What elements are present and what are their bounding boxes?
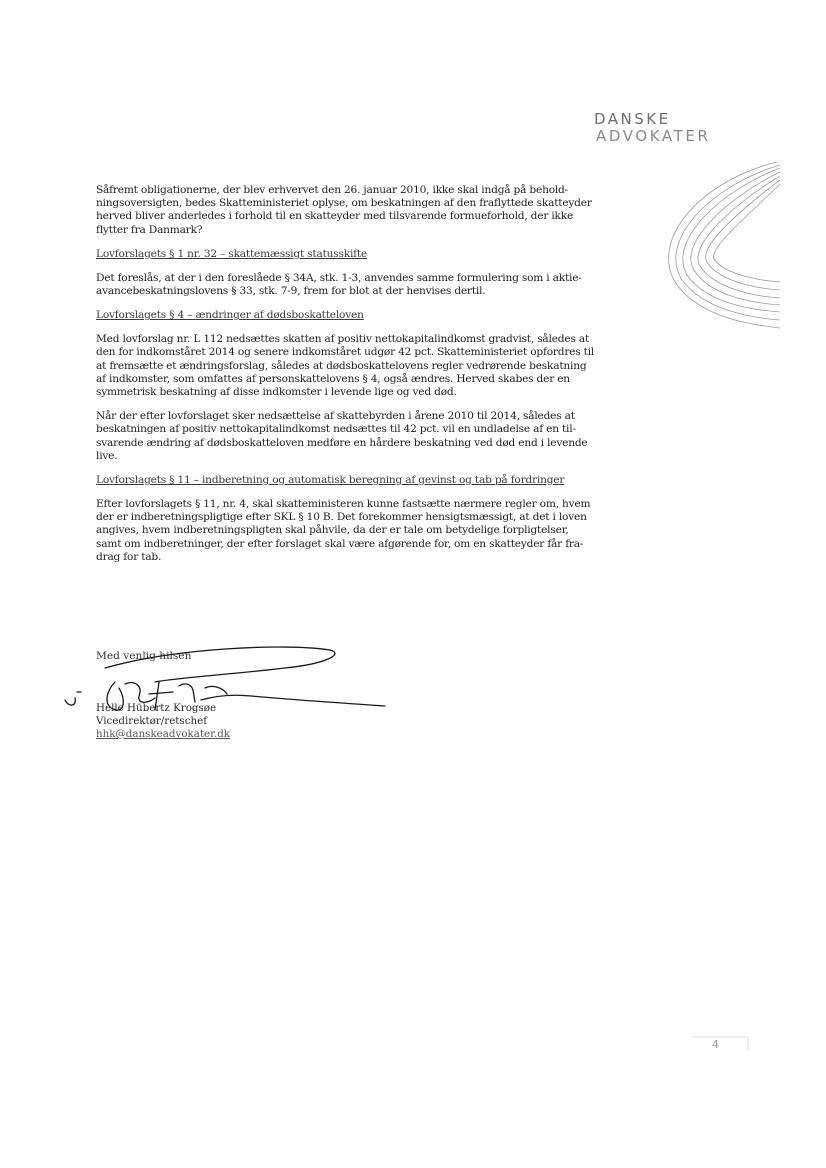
letter-body (96, 184, 644, 564)
p1-line-3: herved bliver anderledes i forhold til en skatteyder med tilsvarende formueforhold, der ikke (96, 210, 574, 223)
p5-line-2: der er indberetningspligtige efter SKL § 10 B. Det forekommer hensigtsmæssigt, at det i loven (96, 511, 587, 524)
signature-block (96, 702, 230, 741)
logo-swoosh-graphic (642, 160, 782, 330)
p5-line-1: Efter lovforslagets § 11, nr. 4, skal skatteministeren kunne fastsætte nærmere regler om, hvem (96, 498, 591, 511)
p5-line-4: samt om indberetninger, der efter forslaget skal være afgørende for, om en skatteyder får fra- (96, 537, 584, 550)
logo-line-1: DANSKE (594, 110, 671, 128)
section-heading-doedsboskatteloven: Lovforslagets § 4 – ændringer af dødsboskatteloven (96, 309, 364, 322)
p4-line-4: live. (96, 449, 118, 462)
page-number-frame (690, 1035, 750, 1051)
p2-line-1: Det foreslås, at der i den foreslåede § 34A, stk. 1-3, anvendes samme formulering som i aktie- (96, 271, 582, 284)
p4-line-3: svarende ændring af dødsboskatteloven medføre en hårdere beskatning ved død end i levende (96, 436, 588, 449)
p5-line-5: drag for tab. (96, 550, 162, 563)
signer-title: Vicedirektør/retschef (96, 715, 208, 727)
signer-name: Helle Hübertz Krogsøe (96, 702, 217, 714)
section-heading-statusskifte: Lovforslagets § 1 nr. 32 – skattemæssigt statusskifte (96, 247, 367, 260)
p3-line-2: den for indkomståret 2014 og senere indkomståret udgør 42 pct. Skatteministeriet opfordres til (96, 346, 595, 359)
paragraph-5 (96, 498, 644, 564)
p2-line-2: avancebeskatningslovens § 33, stk. 7-9, frem for blot at der henvises dertil. (96, 285, 486, 298)
p3-line-1: Med lovforslag nr. L 112 nedsættes skatten af positiv nettokapitalindkomst gradvist, således at (96, 333, 590, 346)
paragraph-4 (96, 410, 644, 463)
paragraph-3 (96, 333, 644, 399)
p4-line-2: beskatningen af positiv nettokapitalindkomst nedsættes til 42 pct. vil en undladelse af en til- (96, 423, 576, 436)
logo-line-2: ADVOKATER (596, 127, 711, 145)
paragraph-2 (96, 272, 644, 298)
p3-line-5: symmetrisk beskatning af disse indkomster i levende lige og ved død. (96, 386, 457, 399)
page-number: 4 (712, 1038, 719, 1051)
p4-line-1: Når der efter lovforslaget sker nedsættelse af skattebyrden i årene 2010 til 2014, således at (96, 410, 575, 423)
paragraph-1 (96, 184, 644, 237)
greeting: Med venlig hilsen (96, 650, 192, 662)
section-heading-indberetning: Lovforslagets § 11 – indberetning og automatisk beregning af gevinst og tab på fordringer (96, 474, 565, 487)
p1-line-2: ningsoversigten, bedes Skatteministeriet oplyse, om beskatningen af den fraflyttede skatteyder (96, 197, 592, 210)
p5-line-3: angives, hvem indberetningspligten skal påhvile, da der er tale om betydelige forpligtelser, (96, 524, 569, 537)
p1-line-1: Såfremt obligationerne, der blev erhvervet den 26. januar 2010, ikke skal indgå på behold- (96, 184, 569, 196)
p3-line-3: at fremsætte et ændringsforslag, således at dødsboskattelovens regler vedrørende beskatning (96, 359, 587, 372)
signer-email-link[interactable]: hhk@danskeadvokater.dk (96, 728, 231, 740)
p1-line-4: flytter fra Danmark? (96, 223, 203, 236)
p3-line-4: af indkomster, som omfattes af personskattelovens § 4, også ændres. Herved skabes der en (96, 372, 570, 385)
